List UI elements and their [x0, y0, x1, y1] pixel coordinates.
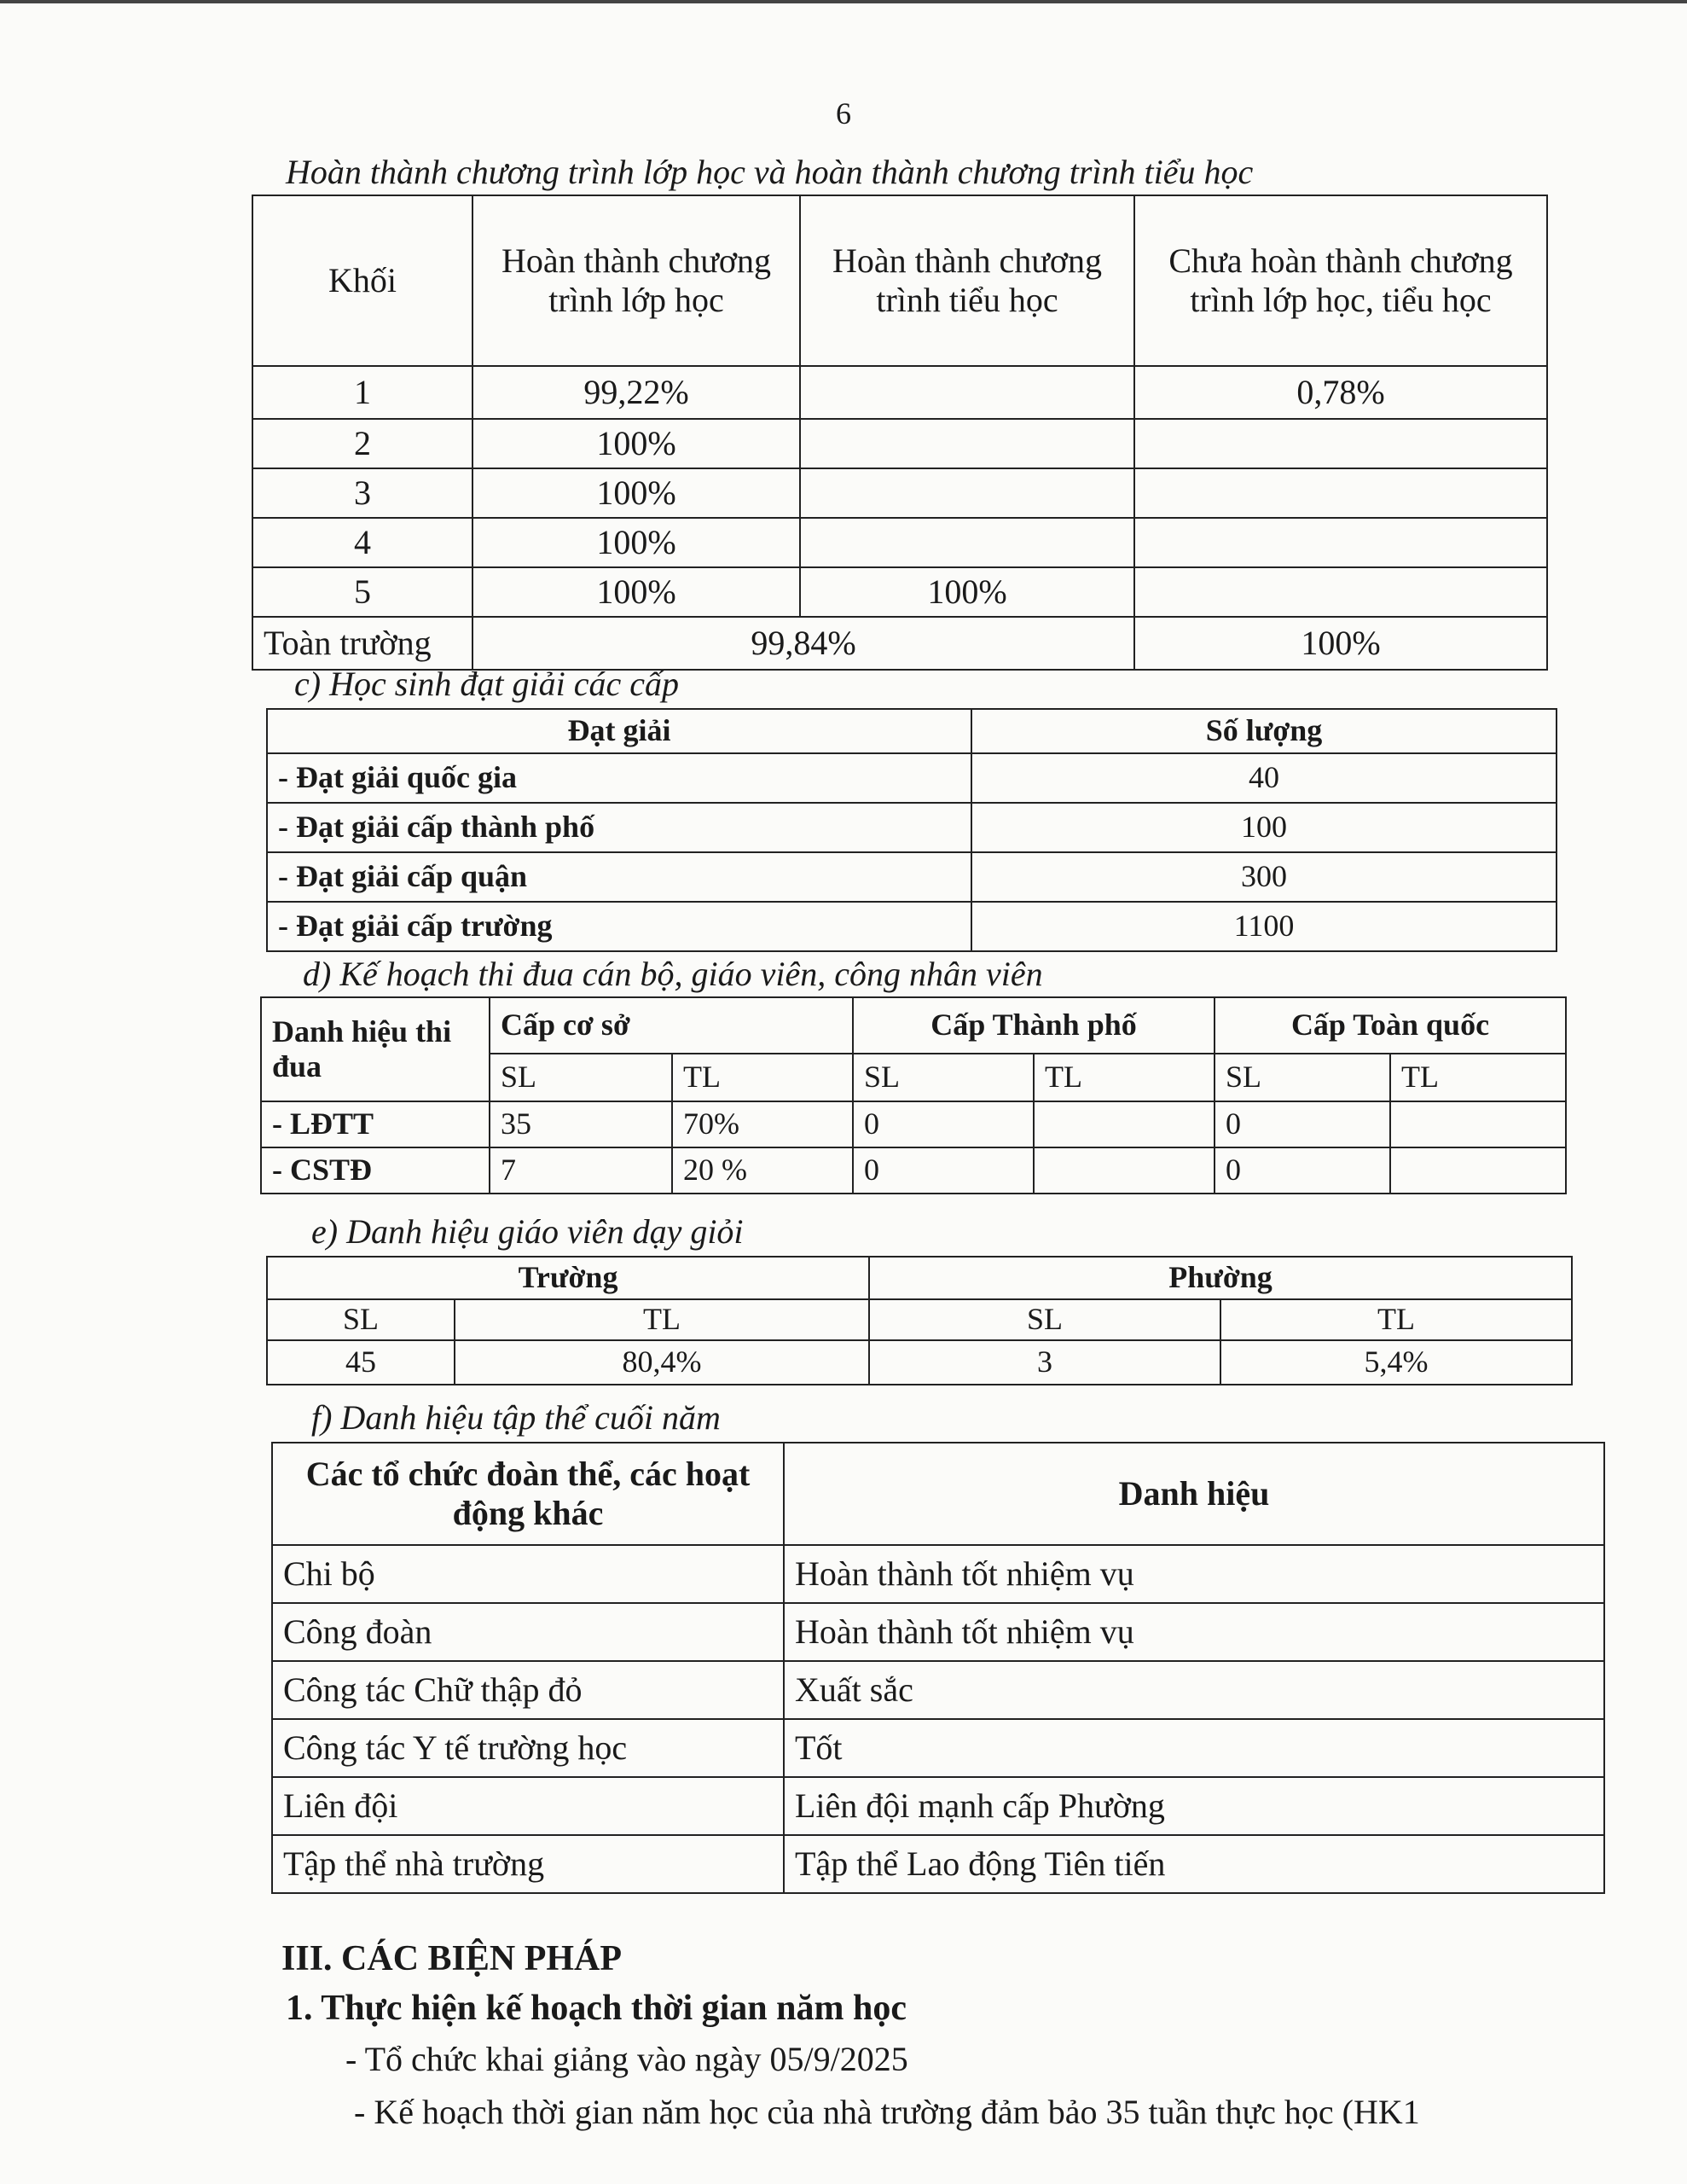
header-danh-hieu: Danh hiệu: [784, 1443, 1604, 1545]
table-b-caption: Hoàn thành chương trình lớp học và hoàn thành chương trình tiểu học: [286, 153, 1254, 191]
header-dat-giai: Đạt giải: [267, 709, 971, 753]
scan-top-edge: [0, 0, 1687, 3]
cell-title: Tốt: [784, 1719, 1604, 1777]
subsection-heading: 1. Thực hiện kế hoạch thời gian năm học: [286, 1989, 907, 2028]
table-row: [261, 1147, 1566, 1194]
table-row: [252, 419, 1547, 468]
header-cap-co-so: Cấp cơ sở: [490, 997, 853, 1054]
award-count: 40: [971, 753, 1557, 803]
table-row: [261, 1101, 1566, 1147]
table-row: [252, 468, 1547, 518]
cell-chua: [1134, 567, 1547, 617]
cell-title: Liên đội mạnh cấp Phường: [784, 1777, 1604, 1835]
header-sl: SL: [869, 1299, 1220, 1340]
cell-tp-tl: [1034, 1147, 1215, 1194]
cell-org: Công tác Chữ thập đỏ: [272, 1661, 784, 1719]
header-sl: SL: [267, 1299, 455, 1340]
table-header-row: [252, 195, 1547, 366]
award-count: 100: [971, 803, 1557, 852]
total-chua: 100%: [1134, 617, 1547, 670]
table-row: [272, 1835, 1604, 1893]
cell-tq-sl: 0: [1215, 1147, 1390, 1194]
header-chua-hoan-thanh: Chưa hoàn thành chương trình lớp học, tiểu học: [1134, 195, 1547, 366]
award-level: - Đạt giải quốc gia: [267, 753, 971, 803]
cell-tieu-hoc: [800, 419, 1134, 468]
cell-chua: 0,78%: [1134, 366, 1547, 419]
header-tl: TL: [455, 1299, 869, 1340]
table-d-caption: d) Kế hoạch thi đua cán bộ, giáo viên, công nhân viên: [303, 955, 1043, 993]
table-c-caption: c) Học sinh đạt giải các cấp: [294, 665, 679, 703]
table-row: [267, 902, 1557, 951]
award-count: 1100: [971, 902, 1557, 951]
cell-tp-sl: 0: [853, 1101, 1034, 1147]
total-label: Toàn trường: [252, 617, 472, 670]
header-danh-hieu: Danh hiệu thi đua: [261, 997, 490, 1101]
table-row: [252, 366, 1547, 419]
table-row: [272, 1545, 1604, 1603]
table-header-row: [272, 1443, 1604, 1545]
header-hoan-thanh-lop: Hoàn thành chương trình lớp học: [472, 195, 800, 366]
cell-phuong-tl: 5,4%: [1220, 1340, 1572, 1385]
cell-org: Công đoàn: [272, 1603, 784, 1661]
cell-chua: [1134, 518, 1547, 567]
cell-tieu-hoc: [800, 518, 1134, 567]
cell-chua: [1134, 468, 1547, 518]
award-count: 300: [971, 852, 1557, 902]
paragraph-line: - Tổ chức khai giảng vào ngày 05/9/2025: [345, 2040, 908, 2078]
cell-tieu-hoc: 100%: [800, 567, 1134, 617]
header-phuong: Phường: [869, 1257, 1572, 1299]
table-f-caption: f) Danh hiệu tập thể cuối năm: [311, 1398, 721, 1437]
header-khoi: Khối: [252, 195, 472, 366]
cell-org: Công tác Y tế trường học: [272, 1719, 784, 1777]
cell-phuong-sl: 3: [869, 1340, 1220, 1385]
page-number: 6: [836, 96, 851, 131]
table-header-row: [267, 709, 1557, 753]
header-hoan-thanh-tieu-hoc: Hoàn thành chương trình tiểu học: [800, 195, 1134, 366]
cell-tieu-hoc: [800, 468, 1134, 518]
table-subheader-row: [267, 1299, 1572, 1340]
cell-tieu-hoc: [800, 366, 1134, 419]
collective-title-table: [271, 1442, 1605, 1894]
staff-emulation-table: [260, 996, 1567, 1194]
table-row: [252, 567, 1547, 617]
cell-tq-sl: 0: [1215, 1101, 1390, 1147]
cell-khoi: 3: [252, 468, 472, 518]
paragraph-line: - Kế hoạch thời gian năm học của nhà trường đảm bảo 35 tuần thực học (HK1: [354, 2093, 1420, 2131]
header-tl: TL: [1034, 1054, 1215, 1101]
total-lop: 99,84%: [472, 617, 1134, 670]
cell-title: Hoàn thành tốt nhiệm vụ: [784, 1545, 1604, 1603]
cell-chua: [1134, 419, 1547, 468]
header-sl: SL: [1215, 1054, 1390, 1101]
cell-truong-sl: 45: [267, 1340, 455, 1385]
section-heading: III. CÁC BIỆN PHÁP: [281, 1939, 623, 1978]
cell-khoi: 1: [252, 366, 472, 419]
table-row: [267, 803, 1557, 852]
table-row: [272, 1777, 1604, 1835]
cell-tq-tl: [1390, 1101, 1566, 1147]
cell-tq-tl: [1390, 1147, 1566, 1194]
completion-table: [252, 195, 1548, 671]
row-label: - LĐTT: [261, 1101, 490, 1147]
table-row: [267, 1340, 1572, 1385]
award-level: - Đạt giải cấp thành phố: [267, 803, 971, 852]
table-header-row: [261, 997, 1566, 1054]
table-row: [267, 852, 1557, 902]
table-row: [272, 1661, 1604, 1719]
award-level: - Đạt giải cấp trường: [267, 902, 971, 951]
cell-org: Chi bộ: [272, 1545, 784, 1603]
table-row: [252, 518, 1547, 567]
cell-lop: 100%: [472, 468, 800, 518]
header-tl: TL: [672, 1054, 853, 1101]
table-e-caption: e) Danh hiệu giáo viên dạy giỏi: [311, 1212, 744, 1251]
cell-cs-sl: 7: [490, 1147, 672, 1194]
cell-lop: 100%: [472, 567, 800, 617]
header-tl: TL: [1390, 1054, 1566, 1101]
cell-khoi: 5: [252, 567, 472, 617]
cell-lop: 100%: [472, 518, 800, 567]
header-so-luong: Số lượng: [971, 709, 1557, 753]
cell-lop: 100%: [472, 419, 800, 468]
header-sl: SL: [853, 1054, 1034, 1101]
cell-org: Liên đội: [272, 1777, 784, 1835]
header-sl: SL: [490, 1054, 672, 1101]
row-label: - CSTĐ: [261, 1147, 490, 1194]
header-cap-thanh-pho: Cấp Thành phố: [853, 997, 1215, 1054]
table-row: [272, 1603, 1604, 1661]
header-to-chuc: Các tổ chức đoàn thể, các hoạt động khác: [272, 1443, 784, 1545]
cell-cs-sl: 35: [490, 1101, 672, 1147]
cell-title: Hoàn thành tốt nhiệm vụ: [784, 1603, 1604, 1661]
student-awards-table: [266, 708, 1557, 952]
table-row: [267, 753, 1557, 803]
cell-org: Tập thể nhà trường: [272, 1835, 784, 1893]
header-tl: TL: [1220, 1299, 1572, 1340]
cell-title: Tập thể Lao động Tiên tiến: [784, 1835, 1604, 1893]
cell-cs-tl: 20 %: [672, 1147, 853, 1194]
cell-tp-tl: [1034, 1101, 1215, 1147]
cell-lop: 99,22%: [472, 366, 800, 419]
award-level: - Đạt giải cấp quận: [267, 852, 971, 902]
good-teacher-table: [266, 1256, 1573, 1385]
cell-cs-tl: 70%: [672, 1101, 853, 1147]
table-header-row: [267, 1257, 1572, 1299]
header-truong: Trường: [267, 1257, 869, 1299]
table-row: [272, 1719, 1604, 1777]
cell-khoi: 4: [252, 518, 472, 567]
cell-tp-sl: 0: [853, 1147, 1034, 1194]
cell-khoi: 2: [252, 419, 472, 468]
cell-title: Xuất sắc: [784, 1661, 1604, 1719]
table-total-row: [252, 617, 1547, 670]
cell-truong-tl: 80,4%: [455, 1340, 869, 1385]
header-cap-toan-quoc: Cấp Toàn quốc: [1215, 997, 1566, 1054]
